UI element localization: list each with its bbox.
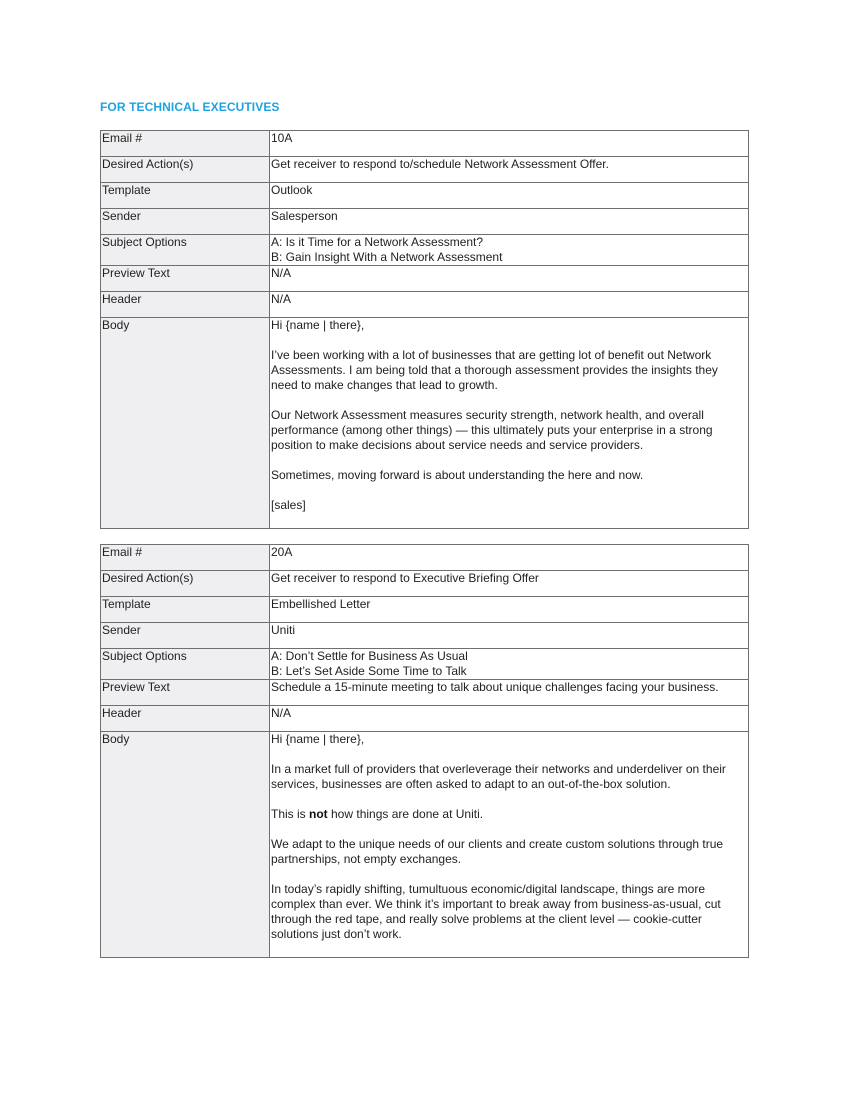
body-paragraph: In today’s rapidly shifting, tumultuous economic/digital landscape, things are more complex than ever. We think it’s important to break away from business-as-usual, cut through the red tape, and really solve problems at the client level — cookie-cutter solutions just don’t work. [271,882,721,941]
body-paragraph: In a market full of providers that overleverage their networks and underdeliver on their services, businesses are often asked to adapt to an out-of-the-box solution. [271,762,726,791]
body-bold-text: not [309,807,328,821]
sender-label: Sender [101,209,270,235]
subject-option-b: B: Let’s Set Aside Some Time to Talk [271,664,467,678]
subject-options-label: Subject Options [101,235,270,266]
table-row [101,209,749,235]
subject-option-a: A: Don’t Settle for Business As Usual [271,649,468,663]
subject-options-value [270,649,749,680]
table-row [101,292,749,318]
section-title: FOR TECHNICAL EXECUTIVES [100,100,280,114]
header-label: Header [101,706,270,732]
table-row [101,235,749,266]
body-paragraph: I’ve been working with a lot of businesses that are getting lot of benefit out Network Assessments. I am being told that a thorough assessment provides the insights they need to make changes that lead to growth. [271,348,718,392]
sender-label: Sender [101,623,270,649]
body-greeting: Hi {name | there}, [271,318,365,332]
table-row [101,266,749,292]
body-greeting: Hi {name | there}, [271,732,365,746]
table-row [101,706,749,732]
table-row [101,131,749,157]
body-text: This is [271,807,310,821]
table-row [101,571,749,597]
header-value: N/A [270,706,749,732]
desired-action-label: Desired Action(s) [101,571,270,597]
template-value: Outlook [270,183,749,209]
table-row [101,597,749,623]
table-row [101,649,749,680]
body-paragraph: Sometimes, moving forward is about understanding the here and now. [271,468,644,482]
subject-options-value [270,235,749,266]
table-row [101,545,749,571]
preview-text-label: Preview Text [101,680,270,706]
desired-action-value: Get receiver to respond to Executive Briefing Offer [270,571,749,597]
subject-option-a: A: Is it Time for a Network Assessment? [271,235,484,249]
header-value: N/A [270,292,749,318]
email-table-20a [100,544,749,958]
preview-text-value: N/A [270,266,749,292]
table-row [101,183,749,209]
body-signoff: [sales] [271,498,306,512]
table-row [101,623,749,649]
subject-options-label: Subject Options [101,649,270,680]
subject-option-b: B: Gain Insight With a Network Assessment [271,250,503,264]
table-row [101,732,749,958]
email-table-10a [100,130,749,529]
body-paragraph: Our Network Assessment measures security strength, network health, and overall performance (among other things) — this ultimately puts your enterprise in a strong position to make decisions about service needs and service providers. [271,408,713,452]
email-number-label: Email # [101,131,270,157]
table-row [101,157,749,183]
sender-value: Uniti [270,623,749,649]
email-number-label: Email # [101,545,270,571]
body-label: Body [101,732,270,958]
body-paragraph [271,807,747,822]
sender-value: Salesperson [270,209,749,235]
desired-action-label: Desired Action(s) [101,157,270,183]
template-label: Template [101,597,270,623]
body-label: Body [101,318,270,529]
header-label: Header [101,292,270,318]
email-number-value: 10A [270,131,749,157]
desired-action-value: Get receiver to respond to/schedule Network Assessment Offer. [270,157,749,183]
email-number-value: 20A [270,545,749,571]
body-value [270,732,749,958]
template-value: Embellished Letter [270,597,749,623]
table-row [101,680,749,706]
body-paragraph: We adapt to the unique needs of our clients and create custom solutions through true partnerships, not empty exchanges. [271,837,724,866]
body-text: how things are done at Uniti. [327,807,484,821]
preview-text-label: Preview Text [101,266,270,292]
preview-text-value: Schedule a 15-minute meeting to talk about unique challenges facing your business. [270,680,749,706]
template-label: Template [101,183,270,209]
table-row [101,318,749,529]
body-value [270,318,749,529]
